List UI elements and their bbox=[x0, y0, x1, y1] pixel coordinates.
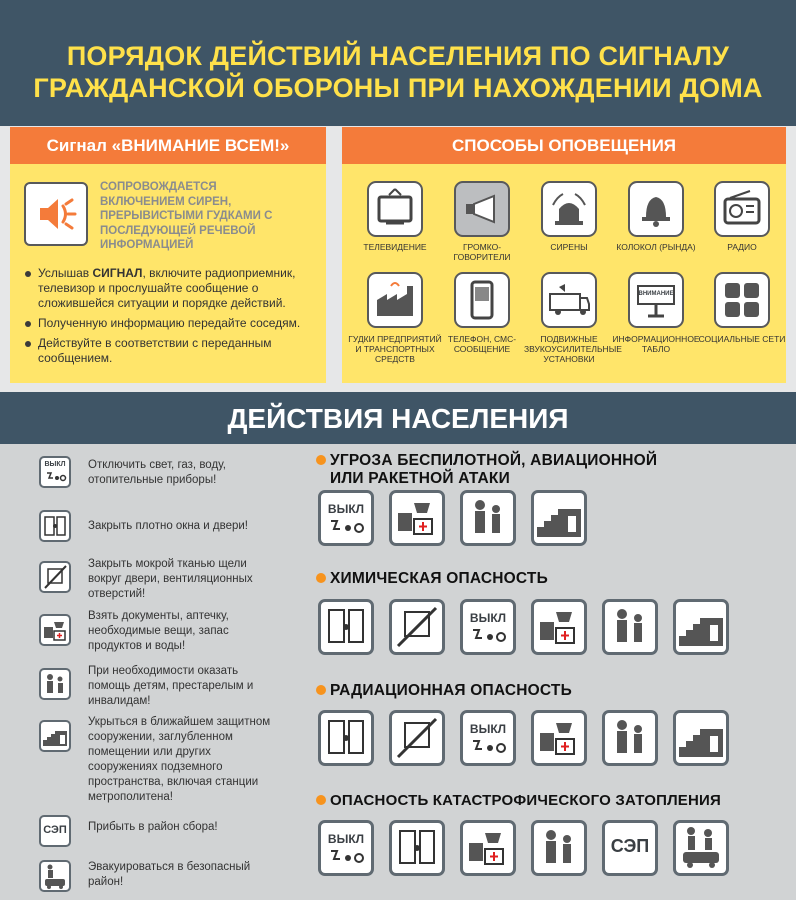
methods-title: СПОСОБЫ ОПОВЕЩЕНИЯ bbox=[342, 127, 786, 164]
action-text-7: Прибыть в район сбора! bbox=[88, 821, 218, 833]
help-people-icon bbox=[39, 668, 71, 700]
scenario-4-heading: ОПАСНОСТЬ КАТАСТРОФИЧЕСКОГО ЗАТОПЛЕНИЯ bbox=[316, 792, 721, 810]
power-off-icon: ВЫКЛ bbox=[460, 710, 516, 766]
power-off-icon: ВЫКЛ bbox=[460, 599, 516, 655]
method-label-mobile-units: ПОДВИЖНЫЕ ЗВУКОУСИЛИТЕЛЬНЫЕ УСТАНОВКИ bbox=[524, 334, 622, 364]
close-window-door-icon bbox=[318, 710, 374, 766]
scenario-1-heading: УГРОЗА БЕСПИЛОТНОЙ, АВИАЦИОННОЙ ИЛИ РАКЕТНОЙ АТАКИ bbox=[316, 452, 657, 488]
method-label-radio: РАДИО bbox=[727, 242, 757, 252]
page-title-line2: ГРАЖДАНСКОЙ ОБОРОНЫ ПРИ НАХОЖДЕНИИ ДОМА bbox=[33, 73, 763, 103]
documents-supplies-icon bbox=[389, 490, 445, 546]
signal-bullets bbox=[22, 266, 312, 371]
mobile-speaker-truck-icon bbox=[541, 272, 597, 328]
actions-title: ДЕЙСТВИЯ НАСЕЛЕНИЯ bbox=[227, 403, 569, 434]
seal-vents-icon bbox=[39, 561, 71, 593]
close-window-door-icon bbox=[39, 510, 71, 542]
scenario-2-heading: ХИМИЧЕСКАЯ ОПАСНОСТЬ bbox=[316, 570, 548, 588]
shelter-icon bbox=[531, 490, 587, 546]
radio-icon bbox=[714, 181, 770, 237]
power-off-icon: ВЫКЛ bbox=[39, 456, 71, 488]
social-networks-icon bbox=[714, 272, 770, 328]
info-board-icon bbox=[628, 272, 684, 328]
method-label-loudspeakers: ГРОМКО-ГОВОРИТЕЛИ bbox=[453, 242, 511, 262]
power-off-icon: ВЫКЛ bbox=[318, 490, 374, 546]
shelter-icon bbox=[673, 599, 729, 655]
speaker-icon bbox=[24, 182, 88, 246]
documents-supplies-icon bbox=[531, 599, 587, 655]
signal-lead: СОПРОВОЖДАЕТСЯ ВКЛЮЧЕНИЕМ СИРЕН, ПРЕРЫВИСТЫМИ ГУДКАМИ С ПОСЛЕДУЮЩЕЙ РЕЧЕВОЙ ИНФОРМАЦИЕЙ bbox=[100, 181, 273, 251]
documents-supplies-icon bbox=[531, 710, 587, 766]
seal-vents-icon bbox=[389, 710, 445, 766]
action-text-5: При необходимости оказать помощь детям, престарелым и инвалидам! bbox=[88, 665, 254, 707]
shelter-icon bbox=[673, 710, 729, 766]
seal-vents-icon bbox=[389, 599, 445, 655]
method-label-social: СОЦИАЛЬНЫЕ СЕТИ bbox=[698, 334, 786, 344]
factory-horn-icon bbox=[367, 272, 423, 328]
tv-icon bbox=[367, 181, 423, 237]
action-text-4: Взять документы, аптечку, необходимые вещи, запас продуктов и воды! bbox=[88, 610, 229, 652]
method-label-info-board: ИНФОРМАЦИОННОЕ ТАБЛО bbox=[612, 334, 700, 354]
power-off-icon: ВЫКЛ bbox=[318, 820, 374, 876]
action-text-3: Закрыть мокрой тканью щели вокруг двери, вентиляционных отверстий! bbox=[88, 558, 253, 600]
help-people-icon bbox=[531, 820, 587, 876]
help-people-icon bbox=[602, 599, 658, 655]
loudspeaker-icon bbox=[454, 181, 510, 237]
action-text-2: Закрыть плотно окна и двери! bbox=[88, 520, 248, 532]
evacuate-icon bbox=[673, 820, 729, 876]
method-label-sirens: СИРЕНЫ bbox=[550, 242, 588, 252]
page-title-line1: ПОРЯДОК ДЕЙСТВИЙ НАСЕЛЕНИЯ ПО СИГНАЛУ bbox=[66, 41, 730, 71]
help-people-icon bbox=[460, 490, 516, 546]
scenario-bullet-dot bbox=[316, 795, 326, 805]
assembly-point-icon: СЭП bbox=[39, 815, 71, 847]
siren-icon bbox=[541, 181, 597, 237]
signal-bullet-3: Действуйте в соответствии с переданным сообщением. bbox=[22, 336, 312, 366]
assembly-point-icon: СЭП bbox=[602, 820, 658, 876]
scenario-bullet-dot bbox=[316, 455, 326, 465]
close-window-door-icon bbox=[389, 820, 445, 876]
signal-title: Сигнал «ВНИМАНИЕ ВСЕМ!» bbox=[10, 127, 326, 164]
help-people-icon bbox=[602, 710, 658, 766]
close-window-door-icon bbox=[318, 599, 374, 655]
scenario-bullet-dot bbox=[316, 685, 326, 695]
action-text-1: Отключить свет, газ, воду, отопительные приборы! bbox=[88, 459, 226, 486]
method-label-bell: КОЛОКОЛ (РЫНДА) bbox=[616, 242, 696, 252]
documents-supplies-icon bbox=[460, 820, 516, 876]
action-text-8: Эвакуироваться в безопасный район! bbox=[88, 861, 251, 888]
method-label-horns: ГУДКИ ПРЕДПРИЯТИЙ И ТРАНСПОРТНЫХ СРЕДСТВ bbox=[348, 334, 442, 364]
method-label-tv: ТЕЛЕВИДЕНИЕ bbox=[363, 242, 427, 252]
action-text-6: Укрыться в ближайшем защитном сооружении, заглубленном помещении или других сооружениях подземного пространства, включая станции метрополитена! bbox=[88, 716, 271, 803]
evacuate-icon bbox=[39, 860, 71, 892]
scenario-3-heading: РАДИАЦИОННАЯ ОПАСНОСТЬ bbox=[316, 682, 572, 700]
documents-supplies-icon bbox=[39, 614, 71, 646]
board-text: ВНИМАНИЕ bbox=[638, 291, 674, 297]
page-title bbox=[0, 40, 796, 104]
signal-bullet-1: Услышав СИГНАЛ, включите радиоприемник, телевизор и прослушайте сообщение о сложившейся ситуации и порядке действий. bbox=[22, 266, 312, 311]
signal-bullet-2: Полученную информацию передайте соседям. bbox=[22, 316, 312, 331]
phone-icon bbox=[454, 272, 510, 328]
bell-icon bbox=[628, 181, 684, 237]
method-label-phone: ТЕЛЕФОН, СМС-СООБЩЕНИЕ bbox=[447, 334, 517, 354]
shelter-icon bbox=[39, 720, 71, 752]
scenario-bullet-dot bbox=[316, 573, 326, 583]
